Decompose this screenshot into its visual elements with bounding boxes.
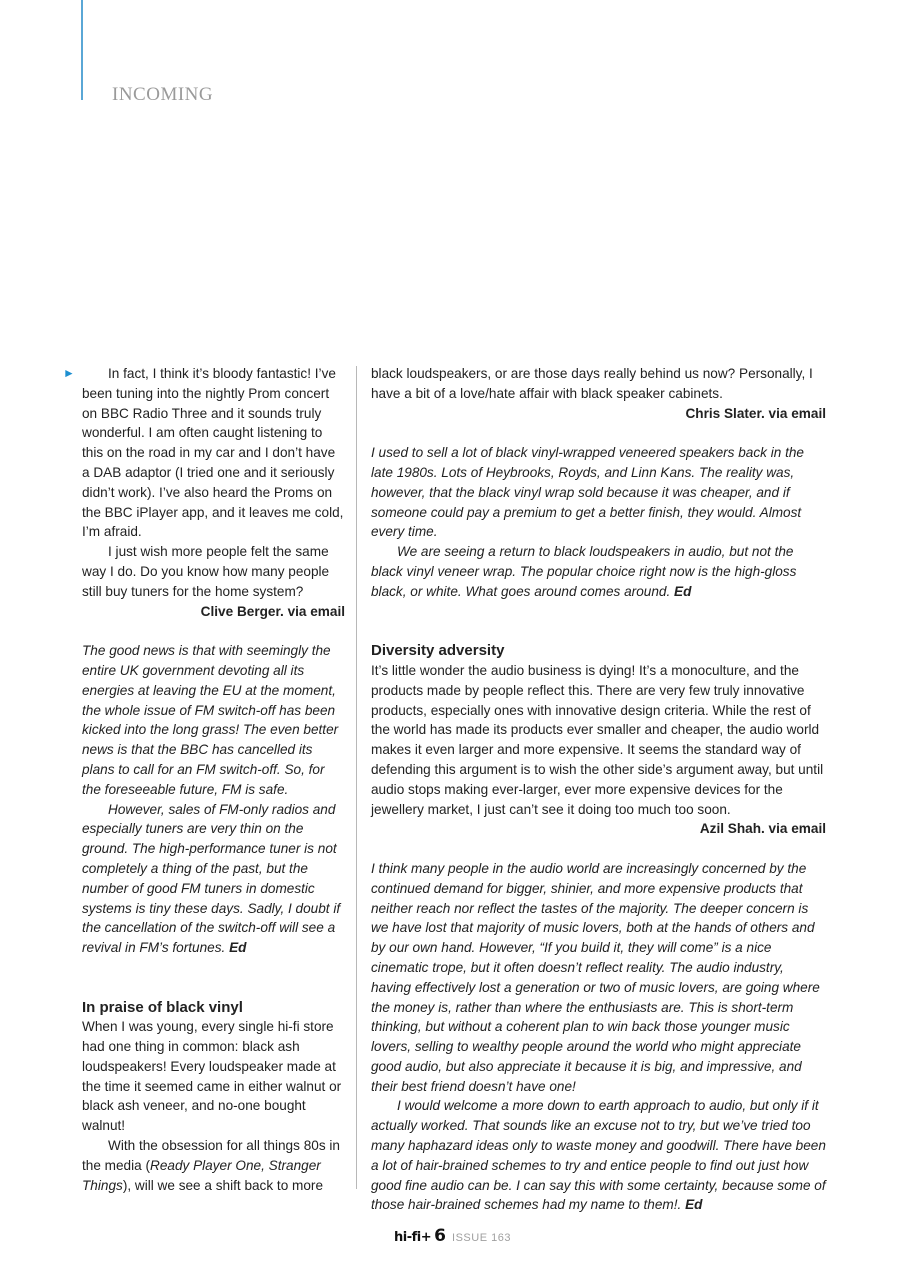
editor-signature: Ed: [674, 583, 692, 599]
issue-label: ISSUE 163: [452, 1232, 511, 1244]
magazine-logo: hi-fi+: [394, 1230, 432, 1245]
page-number: 6: [434, 1226, 447, 1246]
editor-reply-paragraph: I think many people in the audio world are increasingly concerned by the continued demand for bigger, shinier, and more expensive products that neither reach nor reflect the tastes of the majority. The deeper concern is we have lost that majority of music lovers, both at the hands of others and by our own hand. However, “If you build it, they will come” is a nice cinematic trope, but it often doesn’t reflect reality. The audio industry, having effectively lost a generation or two of music lovers, are going where the money is, rather than where the enthusiasts are. This is short-term thinking, but without a coherent plan to win back those younger music lovers, selling to wealthy people around the world who might appreciate good audio, but also appreciate it because it is big, and impressive, and their best friend doesn’t have one!: [371, 860, 820, 1094]
letter-signature: Clive Berger. via email: [200, 603, 345, 619]
editor-signature: Ed: [685, 1197, 703, 1213]
section-title: INCOMING: [112, 84, 214, 105]
letter-paragraph: When I was young, every single hi-fi store had one thing in common: black ash loudspeakers! Every loudspeaker made at the time it seemed came in either walnut or black ash veneer, and no-one bought walnut!: [82, 1019, 342, 1134]
letter-paragraph: In fact, I think it’s bloody fantastic! I’ve been tuning into the nightly Prom concert on BBC Radio Three and it sounds truly wonderful. I am often caught listening to this on the road in my car and I don’t have a DAB adaptor (I tried one and it seriously didn’t work). I’ve also heard the Proms on the BBC iPlayer app, and it leaves me cold, I’m afraid.: [82, 366, 344, 540]
column-divider: [356, 366, 357, 1189]
letter-signature: Azil Shah. via email: [699, 821, 826, 837]
letter-heading: In praise of black vinyl: [82, 998, 243, 1016]
editor-signature: Ed: [229, 940, 247, 956]
right-column: [371, 364, 826, 1215]
letter-paragraph: black loudspeakers, or are those days really behind us now? Personally, I have a bit of a love/hate affair with black speaker cabinets.: [371, 366, 813, 401]
editor-reply-paragraph: However, sales of FM-only radios and especially tuners are very thin on the ground. The high-performance tuner is not completely a thing of the past, but the number of good FM tuners in domestic systems is tiny these days. Sadly, I doubt if the cancellation of the switch-off will see a revival in FM’s fortunes. Ed: [82, 801, 341, 956]
letter-paragraph: I just wish more people felt the same way I do. Do you know how many people still buy tuners for the home system?: [82, 544, 330, 599]
continuation-arrow-icon: ►: [63, 366, 75, 380]
page-footer: [0, 1226, 905, 1246]
editor-reply-paragraph: I used to sell a lot of black vinyl-wrapped veneered speakers back in the late 1980s. Lots of Heybrooks, Royds, and Linn Kans. The reality was, however, that the black vinyl wrap sold because it was cheaper, and if someone could pay a premium to get a better finish, they would. Almost every time.: [371, 445, 804, 540]
editor-reply-paragraph: We are seeing a return to black loudspeakers in audio, but not the black vinyl veneer wrap. The popular choice right now is the high-gloss black, or white. What goes around comes around. Ed: [371, 544, 797, 599]
letter-signature: Chris Slater. via email: [685, 405, 826, 421]
left-column: [82, 364, 345, 1195]
letter-paragraph: It’s little wonder the audio business is dying! It’s a monoculture, and the products made by people reflect this. There are very few truly innovative products, especially ones with innovative design criteria. While the rest of the world has made its products ever smaller and cheaper, the audio world makes it even larger and more expensive. It seems the standard way of defending this argument is to wish the other side’s argument away, but until audio stops making ever-larger, ever more expensive devices for the jewellery market, I just can’t see it doing too much too soon.: [371, 662, 824, 817]
editor-reply-paragraph: The good news is that with seemingly the entire UK government devoting all its energies at leaving the EU at the moment, the whole issue of FM switch-off has been kicked into the long grass! The even better news is that the BBC has cancelled its plans to call for an FM switch-off. So, for the foreseeable future, FM is safe.: [82, 643, 339, 797]
header-accent-rule: [81, 0, 83, 100]
letter-paragraph: With the obsession for all things 80s in the media (Ready Player One, Stranger Things), will we see a shift back to more: [82, 1138, 340, 1193]
editor-reply-paragraph: I would welcome a more down to earth approach to audio, but only if it actually worked. That sounds like an excuse not to try, but we’ve tried too many haphazard ideas only to waste money and goodwill. There have been a lot of hair-brained schemes to try and entice people to find out just how good fine audio can be. I can say this with some certainty, because some of those hair-brained schemes had my name to them!. Ed: [371, 1098, 826, 1213]
letter-heading: Diversity adversity: [371, 642, 505, 660]
